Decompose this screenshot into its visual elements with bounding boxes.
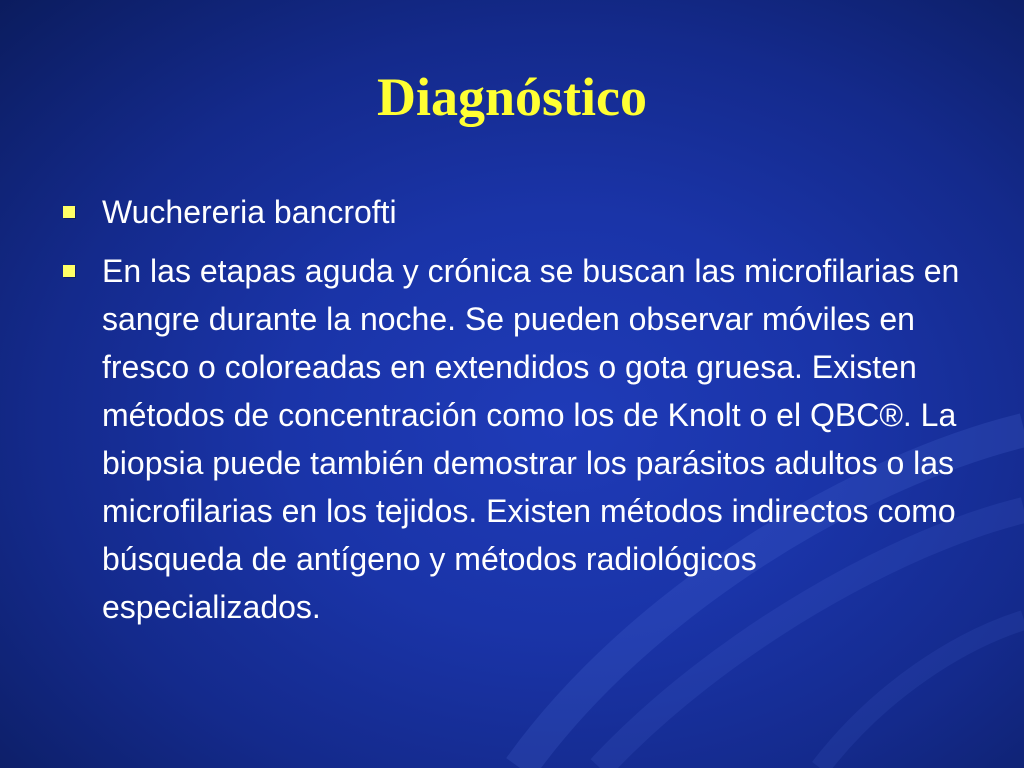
bullet-item: [62, 247, 967, 631]
bullet-text: Wuchereria bancrofti: [102, 194, 397, 230]
bullet-text: En las etapas aguda y crónica se buscan las microfilarias en sangre durante la noche. Se pueden observar móviles en fresco o coloreadas en extendidos o gota gruesa. Existen métodos de concentración como los de Knolt o el QBC®. La biopsia puede también demostrar los parásitos adultos o las microfilarias en los tejidos. Existen métodos indirectos como búsqueda de antígeno y métodos radiológicos especializados.: [102, 253, 960, 625]
slide-title: Diagnóstico: [377, 67, 647, 127]
square-bullet-icon: [63, 265, 75, 277]
square-bullet-icon: [63, 206, 75, 218]
bullet-item: [62, 188, 967, 236]
bullet-list: [62, 188, 967, 642]
